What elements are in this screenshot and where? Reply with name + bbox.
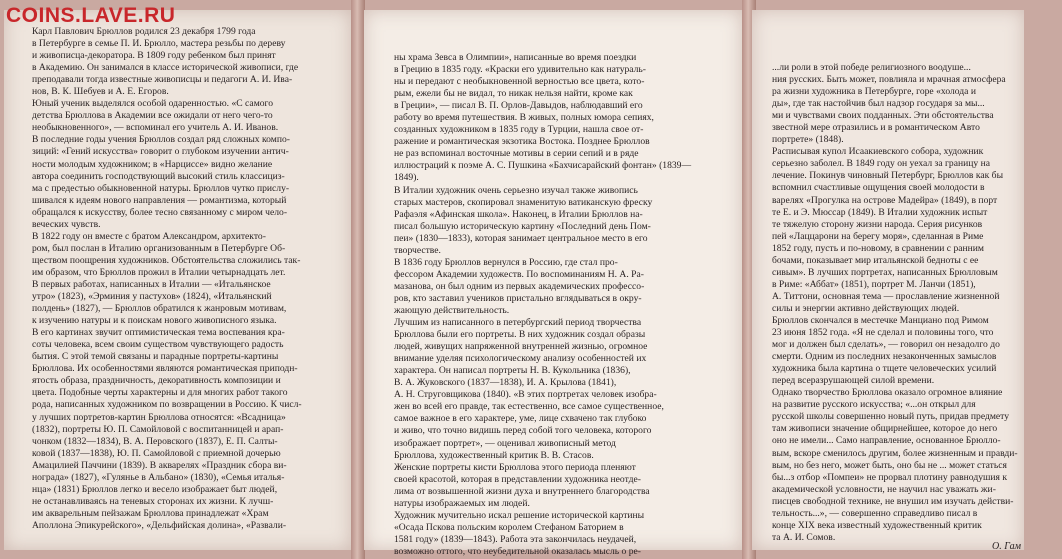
text-line: Карл Павлович Брюллов родился 23 декабря 1799 года xyxy=(32,26,256,37)
text-line: серьезно заболел. В 1849 году он уехал за границу на xyxy=(772,158,990,170)
text-line: писцев свободной технике, не внушил им изучать действи- xyxy=(772,495,1014,507)
text-line: силы и энергии активно действующих людей. xyxy=(772,302,960,314)
text-line: вспомнил счастливые ощущения своей молодости в xyxy=(772,182,985,194)
text-line: ма с предестью обыкновенной натуры. Брюллов чутко прислу- xyxy=(32,182,290,194)
text-line: там живописи значение общирнейшее, которое до него xyxy=(772,423,998,435)
text-line: В последние годы учения Брюллов создал ряд сложных компо- xyxy=(32,134,290,146)
text-line: перед всеразрушающей силой времени. xyxy=(772,375,935,387)
text-line: мазанова, он был одним из первых академических профессо- xyxy=(394,280,645,292)
text-line: тельность...», — совершенно справедливо писал в xyxy=(772,507,978,519)
text-line: Женские портреты кисти Брюллова этого периода пленяют xyxy=(394,461,636,473)
text-line: внимание уделяя психологическому анализу особенностей их xyxy=(394,353,647,365)
text-line: те Е. и Э. Мюссар (1849). В Италии художник испыт xyxy=(772,206,988,218)
text-line: смерти. Одним из последних незаконченных замыслов xyxy=(772,351,997,363)
booklet-panel-right xyxy=(752,10,1024,550)
text-line: в Петербурге в семье П. И. Брюлло, мастера резьбы по дереву xyxy=(32,38,286,50)
text-line: те тяжелую сторону жизни народа. Серия рисунков xyxy=(772,218,983,230)
text-line: в Риме: «Аббат» (1851), портрет М. Ланчи (1851), xyxy=(772,278,976,290)
text-line: ражение и романтическая экзотика Востока. Позднее Брюллов xyxy=(394,136,650,148)
text-line: не раз вспоминал восточные мотивы в серии сепий и в ряде xyxy=(394,148,639,160)
text-line: портрете» (1848). xyxy=(772,134,844,146)
text-line: работу во время путешествия. В живых, полных юмора сепиях, xyxy=(394,112,654,124)
text-line: ния русских. Быть может, повлияла и мрачная атмосфера xyxy=(772,74,1006,86)
text-line: и живописца-декоратора. В 1809 году ребенком был принят xyxy=(32,50,276,62)
author-signature: О. Гам xyxy=(992,541,1022,552)
text-line: нограда» (1827), «Гулянье в Альбано» (1830), «Семья италья- xyxy=(32,471,285,483)
text-line: ковой (1837—1838), Ю. П. Самойловой с приемной дочерью xyxy=(32,447,281,459)
text-line: В 1836 году Брюллов вернулся в Россию, где стал про- xyxy=(394,256,618,268)
text-line: лечение. Покинув чиновный Петербург, Брюллов как бы xyxy=(772,170,1004,182)
text-line: им акварельным пейзажам Брюллова принадлежат «Храм xyxy=(32,507,269,519)
text-line: вым, но без него, может быть, оно бы не ... может статься xyxy=(772,459,1007,471)
text-line: ды», где так настойчив был надзор государя за мы... xyxy=(772,98,985,110)
text-line: изображает портрет», — оценивал живописный метод xyxy=(394,437,616,449)
text-line: творчестве. xyxy=(394,244,441,256)
text-line: чонком (1832—1834), В. А. Перовского (1837), Е. П. Салты- xyxy=(32,435,278,447)
text-line: своей красотой, которая в представлении художника неотде- xyxy=(394,473,641,485)
text-line: детства Брюллова в Академии все ожидали от него чего-то xyxy=(32,110,273,122)
text-line: ра жизни художника в Петербурге, горе «холода и xyxy=(772,86,976,98)
text-line: зиций: «Гений искусства» говорит о глубоком изучении антич- xyxy=(32,146,289,158)
booklet-panel-middle xyxy=(364,10,742,557)
text-line: 1852 году, пусть и по-новому, в сравнении с ранним xyxy=(772,242,984,254)
text-line: фессором Академии художеств. По воспоминаниям Н. А. Ра- xyxy=(394,268,644,280)
text-line: созданных художником в 1835 году в Турции, нашла свое от- xyxy=(394,124,644,136)
text-line: звестной мере отразились и в романтическом Авто xyxy=(772,122,980,134)
text-line: в Греции», — писал В. П. Орлов-Давыдов, наблюдавший его xyxy=(394,100,643,112)
text-line: полдень» (1827), — Брюллов обратился к жанровым мотивам, xyxy=(32,303,287,315)
text-line: автора соединить господствующий высокий стиль классициз- xyxy=(32,170,285,182)
text-line: 23 июня 1852 года. «Я не сделал и половины того, что xyxy=(772,327,994,339)
text-line: «Осада Пскова польским королем Стефаном Баторием в xyxy=(394,521,624,533)
text-line: Рафаэля «Афинская школа». Наконец, в Италии Брюллов на- xyxy=(394,208,643,220)
text-line: ...ли роли в этой победе религиозного воодуше... xyxy=(772,62,971,73)
text-line: ром, был послан в Италию организованным в Петербурге Об- xyxy=(32,242,286,254)
text-line: Брюллова были его портреты. В них художник создал образы xyxy=(394,329,646,341)
text-line: не останавливаясь на теневых сторонах их жизни. К лучш- xyxy=(32,495,274,507)
text-line: самое важное в его характере, уме, лице схвачено так глубоко xyxy=(394,413,647,425)
text-line: вым, вскоре сменилось другим, более жизненным и правди- xyxy=(772,447,1018,459)
text-line: жающую действительность. xyxy=(394,304,510,316)
text-line: 1849). xyxy=(394,172,419,184)
text-line: им образом, что Брюллов прожил в Италии четырнадцать лет. xyxy=(32,266,286,278)
text-line: людей, живущих напряженной внутренней жизнью, огромное xyxy=(394,341,648,353)
text-line: А. Н. Струговщикова (1840). «В этих портретах человек изобра- xyxy=(394,389,657,401)
text-line: бочами, показывает мир итальянской бедноты с ее xyxy=(772,254,979,266)
text-line: веческих чувств. xyxy=(32,218,101,230)
text-line: преподавали тогда известные живописцы и педагоги А. И. Ива- xyxy=(32,74,293,86)
text-line: Брюллова. Их особенностями являются романтическая приподн- xyxy=(32,363,298,375)
text-line: мог и должен был сделать», — говорил он незадолго до xyxy=(772,339,1000,351)
text-line: бытия. С этой темой связаны и парадные портреты-картины xyxy=(32,351,279,363)
text-line: художника была картина о тщете человеческих усилий xyxy=(772,363,997,375)
text-line: рым, ежели бы не видал, то никак нельзя найти, кроме как xyxy=(394,88,633,100)
text-line: шивался к идеям нового направления — романтизма, который xyxy=(32,194,287,206)
watermark: COINS.LAVE.RU xyxy=(6,4,176,27)
text-line: варелях «Прогулка на острове Мадейра» (1849), в порт xyxy=(772,194,998,206)
text-line: сивым». В лучших портретах, написанных Брюлловым xyxy=(772,266,998,278)
text-line: Лучшим из написанного в петербургский период творчества xyxy=(394,317,642,329)
text-line: к изучению натуры и к поискам нового живописного языка. xyxy=(32,315,277,327)
text-line: та А. И. Сомов. xyxy=(772,531,836,543)
text-line: утро» (1823), «Эрминия у пастухов» (1824), «Итальянский xyxy=(32,291,272,303)
text-line: старых мастеров, скопировал знаменитую ватиканскую фреску xyxy=(394,196,653,208)
text-line: цвета. Подобные черты характерны и для многих работ такого xyxy=(32,387,288,399)
text-line: обращался к искусству, более тесно связанному с миром чело- xyxy=(32,206,288,218)
text-column-3 xyxy=(772,62,1062,544)
fold-1 xyxy=(351,0,365,559)
text-line: Амацилией Паччини (1839). В акварелях «Праздник сбора ви- xyxy=(32,459,287,471)
text-line: у лучших портретов-картин Брюллова относятся: «Всадница» xyxy=(32,411,286,423)
text-line: нца» (1831) Брюллов легко и весело изображает быт людей, xyxy=(32,483,278,495)
text-line: и живо, что точно видишь перед собой того человека, которого xyxy=(394,425,652,437)
text-line: характера. Он написал портреты Н. В. Кукольника (1836), xyxy=(394,365,631,377)
text-line: Брюллова, художественный критик В. В. Стасов. xyxy=(394,449,594,461)
text-line: 1581 году» (1839—1843). Работа эта закончилась неудачей, xyxy=(394,533,637,545)
text-line: В первых работах, написанных в Италии — «Итальянское xyxy=(32,278,271,290)
text-column-2 xyxy=(394,52,724,558)
text-line: А. Титтони, основная тема — прославление жизненной xyxy=(772,290,1000,302)
text-line: бы...з отбор «Помпеи» не прорвал плотину равнодушия к xyxy=(772,471,1007,483)
text-line: лима от возвышенной жизни духа и внутреннего благородства xyxy=(394,485,650,497)
text-line: писал большую историческую картину «Последний день Пом- xyxy=(394,220,651,232)
text-line: ны и передают с необыкновенной верностью все цвета, кото- xyxy=(394,76,645,88)
text-line: ров, кто заставил учеников пристально вглядываться в окру- xyxy=(394,292,642,304)
booklet-panel-left xyxy=(4,10,351,550)
text-line: В 1822 году он вместе с братом Александром, архитекто- xyxy=(32,230,266,242)
text-line: жен во всей его правде, так естественно, все самое существенное, xyxy=(394,401,664,413)
text-line: натуры изображаемых им людей. xyxy=(394,497,530,509)
text-line: Брюллов скончался в местечке Манциано под Римом xyxy=(772,314,989,326)
text-line: рода, написанных художником по возвращении в Россию. К числ- xyxy=(32,399,302,411)
text-line: академической условности, не научил нас уважать жи- xyxy=(772,483,996,495)
text-line: (1832), портреты Ю. П. Самойловой с воспитанницей и арап- xyxy=(32,423,284,435)
text-line: Расписывая купол Исаакиевского собора, художник xyxy=(772,146,984,158)
text-line: В. А. Жуковского (1837—1838), И. А. Крылова (1841), xyxy=(394,377,617,389)
text-line: оно не имели... Само направление, основанное Брюлло- xyxy=(772,435,1001,447)
text-column-1 xyxy=(32,26,334,532)
text-line: ности молодым художником; в «Нарциссе» видно желание xyxy=(32,158,273,170)
text-line: необыкновенного», — вспоминал его учитель А. И. Иванов. xyxy=(32,122,279,134)
text-line: В его картинах звучит оптимистическая тема воспевания кра- xyxy=(32,327,285,339)
text-line: Художник мучительно искал решение исторической картины xyxy=(394,509,645,521)
text-line: ществом поощрения художников. Обстоятельства сложились так- xyxy=(32,254,301,266)
text-line: Аполлона Эпикурейского», «Дельфийская долина», «Развали- xyxy=(32,519,287,531)
text-line: ны храма Зевса в Олимпии», написанные во время поездки xyxy=(394,52,637,63)
text-line: русской школы совершенно новый путь, придав предмету xyxy=(772,411,1010,423)
text-line: ми и чувствами своих подданных. Эти обстоятельства xyxy=(772,110,994,122)
text-line: нов, В. К. Шебуев и А. Е. Егоров. xyxy=(32,86,169,98)
text-line: конце XIX века известный художественный критик xyxy=(772,519,982,531)
text-line: соты человека, всем своим существом чувствующего радость xyxy=(32,339,284,351)
text-line: В Италии художник очень серьезно изучал также живопись xyxy=(394,184,638,196)
text-line: возможно оттого, что неубедительной оказалась мысль о ре- xyxy=(394,545,641,557)
text-line: ятость образа, праздничность, декоративность композиции и xyxy=(32,375,281,387)
text-line: Однако творчество Брюллова оказало огромное влияние xyxy=(772,387,1003,399)
text-line: пей «Лаццарони на берегу моря», сделанная в Риме xyxy=(772,230,984,242)
text-line: пеи» (1830—1833), которая занимает центральное место в его xyxy=(394,232,648,244)
text-line: Юный ученик выделялся особой одаренностью. «С самого xyxy=(32,98,274,110)
text-line: иллюстраций к поэме А. С. Пушкина «Бахчисарайский фонтан» (1839— xyxy=(394,160,692,172)
text-line: в Грецию в 1835 году. «Краски его удивительно как натураль- xyxy=(394,64,647,76)
text-line: в Академию. Он занимался в классе исторической живописи, где xyxy=(32,62,299,74)
text-line: на развитие русского искусства; «...он открыл для xyxy=(772,399,976,411)
